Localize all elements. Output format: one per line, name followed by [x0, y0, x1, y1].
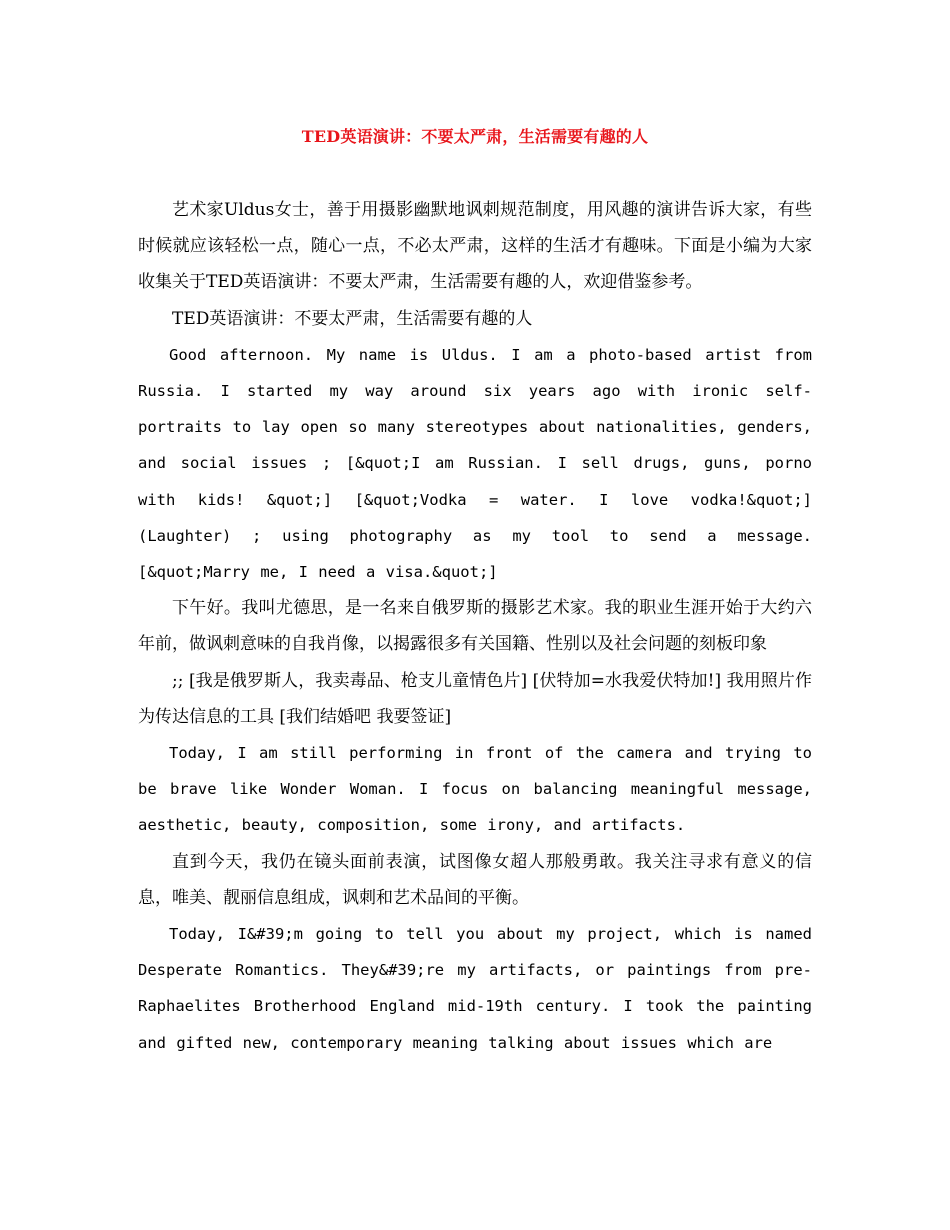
chinese-paragraph-1: 下午好。我叫尤德思，是一名来自俄罗斯的摄影艺术家。我的职业生涯开始于大约六年前，做讽刺意味的自我肖像，以揭露很多有关国籍、性别以及社会问题的刻板印象 — [138, 598, 812, 655]
chinese-paragraph-2: ;; [我是俄罗斯人，我卖毒品、枪支儿童情色片] [伏特加=水我爱伏特加!] 我用照片作为传达信息的工具 [我们结婚吧 我要签证] — [138, 670, 812, 727]
subtitle-paragraph: TED英语演讲：不要太严肃，生活需要有趣的人 — [172, 308, 533, 329]
english-paragraph-3: Today, I&#39;m going to tell you about my project, which is named Desperate Romantics. They&#39;re my artifacts, or paintings from pre-Raphaelites Brotherhood England mid-19th century. I took the painting and gifted new, contemporary meaning talking about issues which are — [138, 925, 812, 1052]
document-body — [138, 192, 812, 1061]
chinese-paragraph-3: 直到今天，我仍在镜头面前表演，试图像女超人那般勇敢。我关注寻求有意义的信息，唯美、靓丽信息组成，讽刺和艺术品间的平衡。 — [138, 851, 812, 908]
english-paragraph-1: Good afternoon. My name is Uldus. I am a photo-based artist from Russia. I started my way around six years ago with ironic self-portraits to lay open so many stereotypes about nationalities, genders, and social issues ; [&quot;I am Russian. I sell drugs, guns, porno with kids! &quot;] [&quot;Vodka = water. I love vodka!&quot;] (Laughter) ; using photography as my tool to send a message. [&quot;Marry me, I need a visa.&quot;] — [138, 345, 812, 582]
intro-paragraph: 艺术家Uldus女士，善于用摄影幽默地讽刺规范制度，用风趣的演讲告诉大家，有些时候就应该轻松一点，随心一点，不必太严肃，这样的生活才有趣味。下面是小编为大家收集关于TED英语演讲：不要太严肃，生活需要有趣的人，欢迎借鉴参考。 — [138, 200, 812, 293]
document-title: TED英语演讲：不要太严肃，生活需要有趣的人 — [301, 127, 649, 146]
english-paragraph-2: Today, I am still performing in front of the camera and trying to be brave like Wonder Woman. I focus on balancing meaningful message, aesthetic, beauty, composition, some irony, and artifacts. — [138, 744, 812, 835]
